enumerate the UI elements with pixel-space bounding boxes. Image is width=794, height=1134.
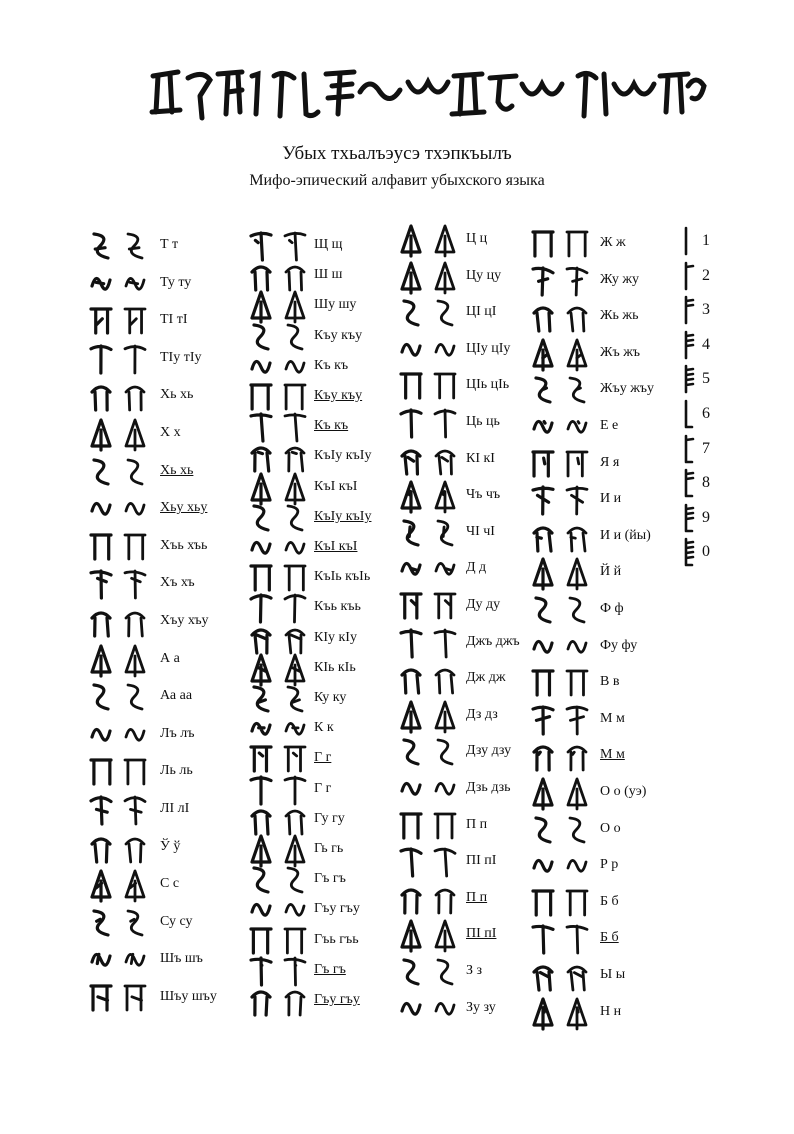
letter-label: Ць ць [466,414,500,429]
letter-label: Дз дз [466,706,498,722]
letter-glyph-cursive [430,222,460,258]
letter-glyph-print [528,995,558,1031]
letter-glyph-cursive [120,416,150,452]
letter-label: Гь гь [314,841,344,856]
letter-glyph-print [396,734,426,770]
letter-label: Гъу гъу [314,992,360,1007]
numeral-label: 1 [702,232,710,249]
letter-glyph-cursive [120,491,150,527]
letter-glyph-print [528,921,558,957]
letter-glyph-cursive [562,995,592,1031]
letter-label: Хь хь [160,387,194,403]
letter-glyph-print [528,372,558,408]
letter-glyph-print [396,661,426,697]
letter-label: Къь къь [314,599,361,615]
letter-glyph-print [396,991,426,1027]
letter-glyph-cursive [120,792,150,828]
numeral-glyph [680,226,696,256]
letter-glyph-print [528,958,558,994]
letter-label: Гъ гъ [314,871,346,887]
letter-glyph-print [528,263,558,299]
letter-label: Лъ лъ [160,725,195,741]
letter-label: Хь хь [160,462,194,478]
letter-glyph-print [396,332,426,368]
letter-glyph-cursive [430,954,460,990]
letter-label: ПI пI [466,926,497,942]
letter-glyph-print [528,848,558,884]
letter-label: С с [160,876,180,892]
letter-label: Жъ жъ [600,344,641,360]
letter-glyph-print [86,942,116,978]
numeral-label: 0 [702,543,710,561]
letter-glyph-print [528,409,558,445]
letter-glyph-cursive [430,771,460,807]
letter-glyph-print [86,341,116,377]
letter-glyph-print [528,629,558,665]
letter-glyph-print [528,336,558,372]
letter-glyph-cursive [430,808,460,844]
letter-glyph-print [396,808,426,844]
letter-label: Зу зу [466,999,496,1015]
letter-glyph-cursive [562,555,592,591]
letter-label: КIь кIь [314,659,356,675]
letter-glyph-cursive [562,848,592,884]
numeral-glyph [680,261,696,291]
letter-label: Ку ку [314,690,347,705]
letter-glyph-print [396,478,426,514]
letter-label: Й й [600,564,622,580]
letter-glyph-cursive [120,754,150,790]
letter-glyph-print [86,378,116,414]
letter-label: ПI пI [466,853,497,869]
letter-label: Ф ф [600,601,624,616]
letter-label: Къу къу [314,388,363,403]
letter-label: П п [466,816,488,832]
letter-glyph-cursive [562,263,592,299]
letter-label: И и [600,491,622,507]
letter-glyph-cursive [562,372,592,408]
letter-glyph-print [528,702,558,738]
letter-glyph-cursive [430,332,460,368]
letter-glyph-print [86,679,116,715]
letter-glyph-print [396,405,426,441]
numeral-label: 6 [702,405,710,422]
letter-glyph-cursive [562,226,592,262]
letter-label: Щ щ [314,237,343,252]
letter-glyph-print [86,454,116,490]
numeral-label: 8 [702,474,710,492]
letter-glyph-cursive [430,478,460,514]
letter-label: Н н [600,1003,622,1019]
letter-glyph-cursive [430,368,460,404]
letter-label: КъIу къIу [314,448,372,464]
numeral-label: 4 [702,335,710,353]
letter-label: Хьу хьу [160,500,208,516]
letter-glyph-print [396,368,426,404]
letter-label: А а [160,650,180,666]
letter-label: Цу цу [466,267,502,283]
letter-label: М м [600,710,625,726]
script-title-calligraphy [148,62,708,126]
letter-label: КъI къI [314,539,358,554]
letter-glyph-cursive [562,409,592,445]
letter-glyph-print [528,738,558,774]
letter-glyph-print [396,259,426,295]
letter-glyph-cursive [562,958,592,994]
letter-glyph-print [86,905,116,941]
letter-glyph-cursive [562,446,592,482]
letter-label: Ду ду [466,597,501,612]
letter-label: Ль ль [160,763,193,779]
letter-glyph-cursive [430,661,460,697]
letter-label: М м [600,747,625,763]
letter-label: Ж ж [600,235,626,250]
letter-glyph-print [528,446,558,482]
letter-glyph-cursive [562,299,592,335]
numeral-glyph [680,468,696,498]
letter-glyph-cursive [430,844,460,880]
letter-label: Хъь хъь [160,537,208,553]
letter-glyph-cursive [430,991,460,1027]
letter-glyph-cursive [120,566,150,602]
numeral-label: 5 [702,370,710,388]
letter-glyph-cursive [430,734,460,770]
letter-label: Т т [160,237,179,252]
letter-glyph-print [396,771,426,807]
numeral-glyph [680,364,696,394]
letter-glyph-cursive [430,881,460,917]
letter-label: Я я [600,454,620,470]
letter-glyph-cursive [562,738,592,774]
letter-glyph-print [528,775,558,811]
letter-label: П п [466,889,488,905]
letter-label: Дзь дзь [466,780,511,795]
letter-label: Шу шу [314,297,357,313]
letter-glyph-print [396,954,426,990]
letter-label: ЛI лI [160,801,190,816]
letter-glyph-print [86,228,116,264]
letter-glyph-cursive [120,642,150,678]
letter-label: ТI тI [160,312,188,328]
letter-glyph-print [86,416,116,452]
letter-label: КъIу къIу [314,508,372,524]
letter-label: КIу кIу [314,629,357,645]
letter-glyph-cursive [562,812,592,848]
letter-label: КI кI [466,450,495,466]
letter-label: Гъ гъ [314,961,346,977]
numeral-glyph [680,503,696,533]
letter-glyph-print [528,226,558,262]
letter-label: Къ къ [314,357,349,373]
letter-glyph-print [528,812,558,848]
letter-glyph-cursive [562,921,592,957]
letter-glyph-cursive [120,378,150,414]
letter-label: Д д [466,560,487,576]
letter-label: Х х [160,425,181,440]
letter-glyph-print [396,515,426,551]
letter-label: ЦIу цIу [466,340,511,356]
letter-label: Дзу дзу [466,743,512,759]
letter-label: ЧI чI [466,523,495,539]
letter-label: О о (уэ) [600,784,647,799]
letter-glyph-cursive [120,980,150,1016]
letter-label: Гъу гъу [314,901,360,917]
letter-glyph-print [396,295,426,331]
letter-glyph-print [528,665,558,701]
letter-glyph-print [86,566,116,602]
letter-label: Жь жь [600,308,639,324]
letter-label: Ш ш [314,267,343,283]
letter-glyph-print [86,792,116,828]
letter-label: Г г [314,750,332,766]
letter-glyph-print [86,491,116,527]
letter-label: Къ къ [314,418,349,434]
letter-label: Джъ джъ [466,633,520,649]
letter-label: Чъ чъ [466,487,501,503]
letter-glyph-print [86,266,116,302]
letter-glyph-cursive [430,917,460,953]
letter-label: Шъу шъу [160,989,217,1004]
letter-glyph-cursive [120,717,150,753]
numeral-glyph [680,434,696,464]
letter-glyph-cursive [562,665,592,701]
letter-glyph-print [86,717,116,753]
letter-label: Жъу жъу [600,381,655,397]
letter-label: В в [600,674,620,690]
letter-glyph-print [528,555,558,591]
letter-label: З з [466,963,483,978]
letter-label: ЦI цI [466,304,497,320]
letter-label: О о [600,820,621,836]
letter-glyph-cursive [120,341,150,377]
letter-glyph-cursive [120,679,150,715]
letter-glyph-cursive [430,442,460,478]
letter-glyph-cursive [562,482,592,518]
letter-glyph-print [86,642,116,678]
letter-label: Гу гу [314,810,345,826]
letter-glyph-cursive [430,405,460,441]
letter-glyph-cursive [430,295,460,331]
letter-glyph-print [528,519,558,555]
letter-label: КъI къI [314,478,358,494]
letter-label: Фу фу [600,637,638,653]
letter-glyph-cursive [430,588,460,624]
letter-glyph-cursive [120,867,150,903]
letter-glyph-cursive [430,698,460,734]
letter-glyph-cursive [120,942,150,978]
letter-label: Ы ы [600,967,626,982]
letter-label: Хъу хъу [160,613,209,628]
letter-label: КъIь къIь [314,569,371,585]
letter-label: Ту ту [160,274,192,290]
letter-glyph-print [86,604,116,640]
numeral-glyph [680,537,696,567]
letter-glyph-print [528,592,558,628]
letter-glyph-print [528,299,558,335]
numeral-label: 9 [702,508,710,526]
letter-label: Дж дж [466,670,506,686]
numeral-glyph [680,399,696,429]
letter-label: К к [314,720,334,736]
letter-glyph-print [528,885,558,921]
letter-glyph-cursive [562,775,592,811]
letter-glyph-print [396,625,426,661]
letter-glyph-print [86,303,116,339]
letter-glyph-cursive [562,336,592,372]
letter-label: Е е [600,418,619,433]
letter-label: ТIу тIу [160,349,202,365]
letter-glyph-cursive [562,885,592,921]
numeral-label: 3 [702,301,710,319]
letter-glyph-print [396,442,426,478]
letter-glyph-cursive [430,625,460,661]
letter-label: Жу жу [600,271,640,287]
letter-glyph-cursive [120,905,150,941]
letter-label: Хъ хъ [160,575,195,591]
letter-glyph-cursive [120,454,150,490]
letter-glyph-print [396,917,426,953]
letter-glyph-cursive [120,303,150,339]
letter-label: Шъ шъ [160,951,203,967]
letter-glyph-cursive [562,629,592,665]
letter-label: Г г [314,780,332,796]
letter-glyph-print [86,529,116,565]
letter-label: Гъь гъь [314,931,359,947]
letter-glyph-print [396,551,426,587]
letter-label: И и (йы) [600,527,651,543]
numeral-glyph [680,295,696,325]
letter-glyph-cursive [280,983,310,1019]
letter-label: Ў ў [160,838,181,854]
letter-glyph-print [396,881,426,917]
letter-glyph-print [86,830,116,866]
letter-glyph-print [396,698,426,734]
letter-glyph-print [396,844,426,880]
letter-glyph-print [246,983,276,1019]
letter-glyph-cursive [120,266,150,302]
subtitle: Убых тхьалъэусэ тхэпкъылъ [282,143,512,164]
letter-glyph-cursive [562,592,592,628]
letter-glyph-cursive [430,551,460,587]
letter-label: ЦIь цIь [466,377,510,393]
letter-label: Аа аа [160,688,193,704]
subtitle-russian: Мифо-эпический алфавит убыхского языка [249,172,545,189]
letter-label: Б б [600,893,619,909]
letter-glyph-cursive [120,529,150,565]
letter-glyph-cursive [430,515,460,551]
letter-glyph-cursive [562,519,592,555]
letter-glyph-print [528,482,558,518]
letter-glyph-cursive [120,830,150,866]
numeral-glyph [680,330,696,360]
letter-glyph-cursive [562,702,592,738]
letter-glyph-print [396,222,426,258]
letter-label: Ц ц [466,231,488,246]
letter-glyph-cursive [120,604,150,640]
letter-label: Б б [600,930,619,946]
letter-label: Су су [160,913,193,929]
letter-glyph-print [86,980,116,1016]
letter-glyph-cursive [120,228,150,264]
numeral-label: 7 [702,439,710,457]
letter-glyph-print [86,754,116,790]
letter-glyph-print [86,867,116,903]
letter-glyph-cursive [430,259,460,295]
numeral-label: 2 [702,266,710,284]
letter-glyph-print [396,588,426,624]
letter-label: Р р [600,857,619,873]
letter-label: Къу къу [314,327,363,343]
